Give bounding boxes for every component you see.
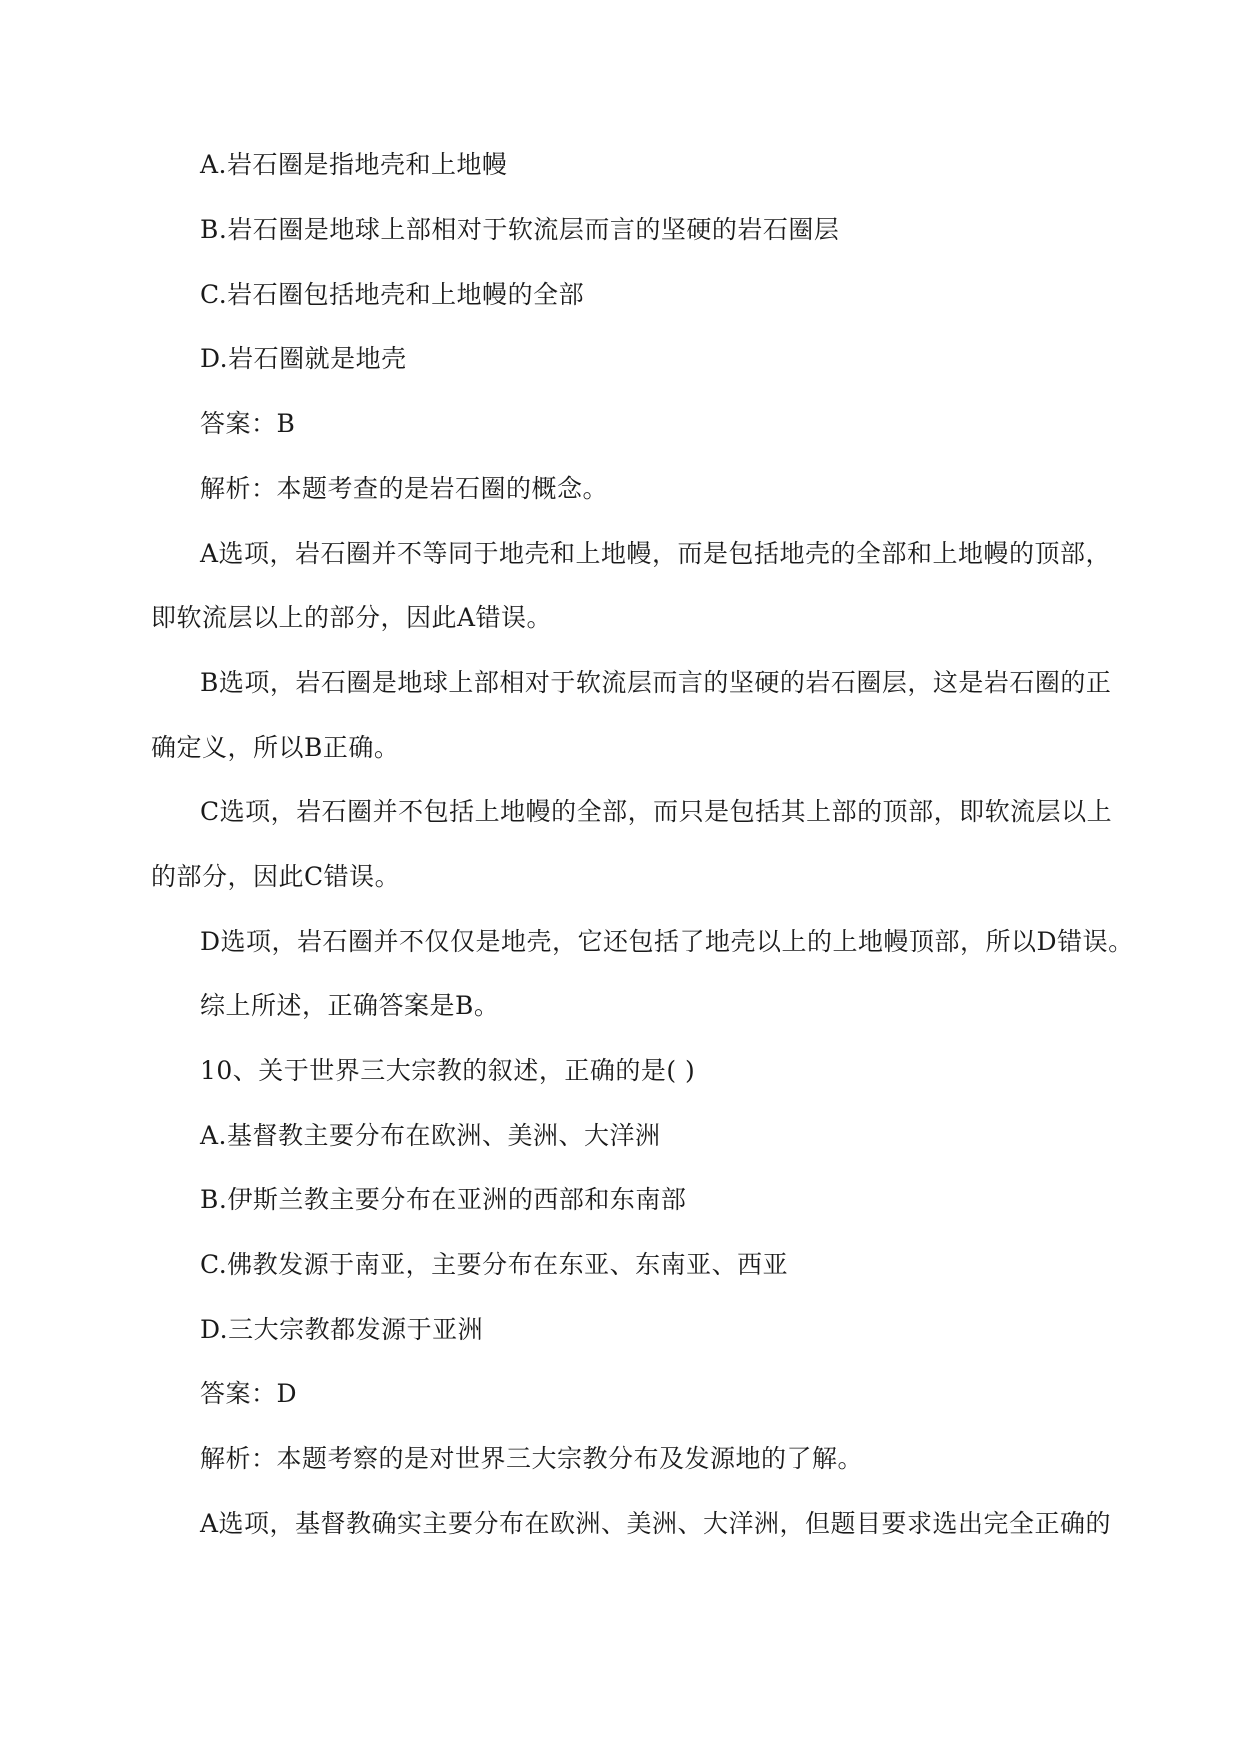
q10-question: 10、关于世界三大宗教的叙述，正确的是( ) (200, 1056, 696, 1085)
q9-option-d: D.岩石圈就是地壳 (200, 344, 407, 373)
q10-analysis-intro: 解析：本题考察的是对世界三大宗教分布及发源地的了解。 (200, 1444, 864, 1473)
q9-analysis-d: D选项，岩石圈并不仅仅是地壳，它还包括了地壳以上的上地幔顶部，所以D错误。 (200, 927, 1134, 956)
q9-analysis-c-line2: 的部分，因此C错误。 (151, 862, 401, 891)
q9-option-b: B.岩石圈是地球上部相对于软流层而言的坚硬的岩石圈层 (200, 215, 840, 244)
q10-option-b: B.伊斯兰教主要分布在亚洲的西部和东南部 (200, 1185, 687, 1214)
q10-option-d: D.三大宗教都发源于亚洲 (200, 1315, 484, 1344)
q9-analysis-b-line2: 确定义，所以B正确。 (151, 733, 400, 762)
q10-option-a: A.基督教主要分布在欧洲、美洲、大洋洲 (200, 1121, 661, 1150)
q9-analysis-a-line1: A选项，岩石圈并不等同于地壳和上地幔，而是包括地壳的全部和上地幔的顶部， (200, 539, 1112, 568)
q9-summary: 综上所述，正确答案是B。 (200, 991, 500, 1020)
q10-answer: 答案：D (200, 1379, 298, 1408)
q9-analysis-a-line2: 即软流层以上的部分，因此A错误。 (151, 603, 553, 632)
q9-option-a: A.岩石圈是指地壳和上地幔 (200, 150, 508, 179)
q9-analysis-c-line1: C选项，岩石圈并不包括上地幔的全部，而只是包括其上部的顶部，即软流层以上 (200, 797, 1113, 826)
q9-analysis-b-line1: B选项，岩石圈是地球上部相对于软流层而言的坚硬的岩石圈层，这是岩石圈的正 (200, 668, 1112, 697)
q10-option-c: C.佛教发源于南亚，主要分布在东亚、东南亚、西亚 (200, 1250, 789, 1279)
q9-option-c: C.岩石圈包括地壳和上地幔的全部 (200, 280, 585, 309)
q10-analysis-a-line1: A选项，基督教确实主要分布在欧洲、美洲、大洋洲，但题目要求选出完全正确的 (200, 1509, 1112, 1538)
q9-analysis-intro: 解析：本题考查的是岩石圈的概念。 (200, 474, 609, 503)
q9-answer: 答案：B (200, 409, 296, 438)
